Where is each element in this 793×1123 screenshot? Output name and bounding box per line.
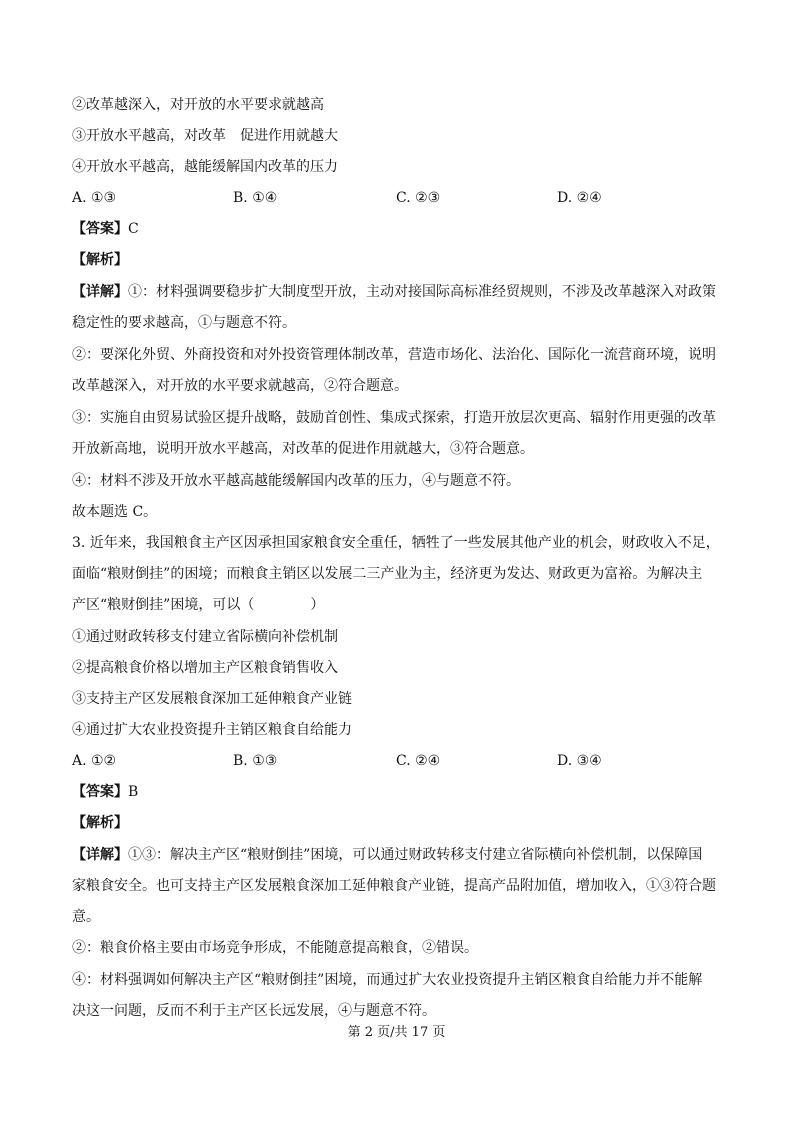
q2-option-c: C. ②③ (396, 190, 441, 206)
answer-label: 【答案】 (72, 221, 128, 237)
q3-detail-line: 家粮食安全。也可支持主产区发展粮食深加工延伸粮食产业链，提高产品附加值，增加收入，①③符合题 (72, 878, 716, 894)
q2-conclusion: 故本题选 C。 (72, 504, 158, 520)
q2-item-3: ③开放水平越高，对改革 促进作用就越大 (72, 128, 338, 144)
q3-stem-line: 面临“粮财倒挂”的困境；而粮食主销区以发展二三产业为主，经济更为发达、财政更为富裕。为解决主 (72, 566, 703, 582)
detail-text: ①③：解决主产区“粮财倒挂”困境，可以通过财政转移支付建立省际横向补偿机制，以保障国 (128, 847, 703, 863)
q3-stem-line: 3. 近年来，我国粮食主产区因承担国家粮食安全重任，牺牲了一些发展其他产业的机会，财政收入不足， (72, 535, 720, 551)
answer-value: C (128, 221, 139, 237)
q3-item-1: ①通过财政转移支付建立省际横向补偿机制 (72, 629, 338, 645)
q2-item-2: ②改革越深入，对开放的水平要求就越高 (72, 97, 324, 113)
q3-option-a: A. ①② (72, 753, 117, 769)
q3-item-3: ③支持主产区发展粮食深加工延伸粮食产业链 (72, 691, 352, 707)
q3-analysis-label: 【解析】 (72, 815, 128, 831)
q3-option-c: C. ②④ (396, 753, 441, 769)
answer-value: B (128, 784, 139, 800)
q2-detail-line (72, 282, 722, 302)
q2-analysis-label: 【解析】 (72, 252, 128, 268)
q3-detail-line: ②：粮食价格主要由市场竞争形成，不能随意提高粮食，②错误。 (72, 940, 478, 956)
page-footer: 第 2 页/共 17 页 (347, 1025, 446, 1040)
q2-option-a: A. ①③ (72, 190, 117, 206)
q3-option-b: B. ①③ (233, 753, 278, 769)
q3-answer (72, 782, 722, 802)
q2-detail-line: 稳定性的要求越高，①与题意不符。 (72, 315, 296, 331)
q2-answer (72, 219, 722, 239)
q3-detail-line: 意。 (72, 909, 100, 925)
q2-option-d: D. ②④ (557, 190, 602, 206)
answer-label: 【答案】 (72, 784, 128, 800)
q3-item-4: ④通过扩大农业投资提升主销区粮食自给能力 (72, 722, 352, 738)
q2-detail-line: 改革越深入，对开放的水平要求就越高，②符合题意。 (72, 378, 408, 394)
q2-detail-line: ③：实施自由贸易试验区提升战略，鼓励首创性、集成式探索，打造开放层次更高、辐射作用更强的改革 (72, 410, 716, 426)
q3-item-2: ②提高粮食价格以增加主产区粮食销售收入 (72, 660, 338, 676)
q2-item-4: ④开放水平越高，越能缓解国内改革的压力 (72, 159, 338, 175)
detail-label: 【详解】 (72, 847, 128, 863)
q2-detail-line: ④：材料不涉及开放水平越高越能缓解国内改革的压力，④与题意不符。 (72, 473, 520, 489)
q3-stem-line: 产区“粮财倒挂”困境，可以（ ） (72, 597, 325, 613)
q3-detail-line: ④：材料强调如何解决主产区“粮财倒挂”困境，而通过扩大农业投资提升主销区粮食自给能力并不能解 (72, 972, 703, 988)
q2-detail-line: 开放新高地，说明开放水平越高，对改革的促进作用就越大，③符合题意。 (72, 441, 534, 457)
q3-detail-line (72, 845, 722, 865)
q2-option-b: B. ①④ (233, 190, 278, 206)
q2-detail-line: ②：要深化外贸、外商投资和对外投资管理体制改革，营造市场化、法治化、国际化一流营商环境，说明 (72, 347, 716, 363)
q3-detail-line: 决这一问题，反而不利于主产区长远发展，④与题意不符。 (72, 1003, 436, 1019)
q3-option-d: D. ③④ (557, 753, 602, 769)
detail-text: ①：材料强调要稳步扩大制度型开放，主动对接国际高标准经贸规则，不涉及改革越深入对政策 (128, 284, 716, 300)
detail-label: 【详解】 (72, 284, 128, 300)
